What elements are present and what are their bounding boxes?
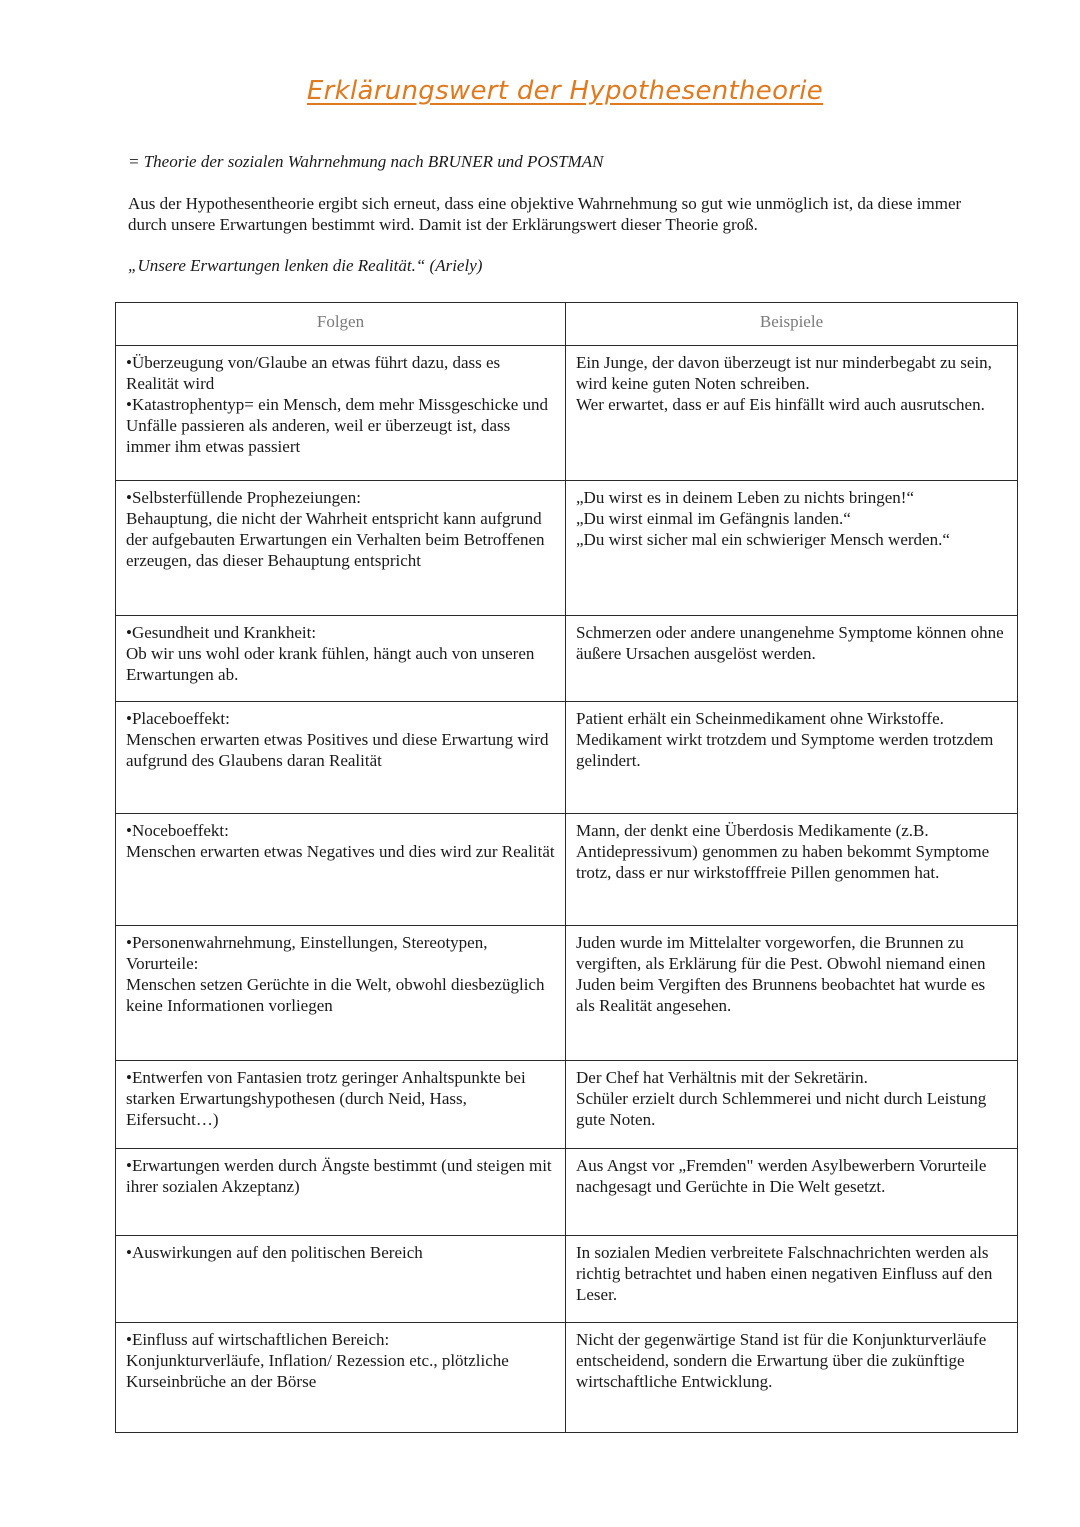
table-row (116, 702, 1018, 814)
table-row (116, 1323, 1018, 1433)
beispiele-text: Ein Junge, der davon überzeugt ist nur minderbegabt zu sein, wird keine guten Noten schreiben. Wer erwartet, dass er auf Eis hinfällt wird auch ausrutschen. (576, 353, 992, 414)
consequences-table (115, 302, 1018, 1433)
beispiele-text: Patient erhält ein Scheinmedikament ohne Wirkstoffe. Medikament wirkt trotzdem und Symptome werden trotzdem gelindert. (576, 709, 994, 770)
table-row (116, 346, 1018, 481)
beispiele-cell (566, 1323, 1018, 1433)
beispiele-text: Juden wurde im Mittelalter vorgeworfen, die Brunnen zu vergiften, als Erklärung für die Pest. Obwohl niemand einen Juden beim Vergiften des Brunnens beobachtet hat wurde es als Realität angesehen. (576, 933, 986, 1015)
folgen-text: •Noceboeffekt: Menschen erwarten etwas Negatives und dies wird zur Realität (126, 821, 555, 861)
intro-paragraph: Aus der Hypothesentheorie ergibt sich erneut, dass eine objektive Wahrnehmung so gut wie unmöglich ist, da diese immer durch unsere Erwartungen bestimmt wird. Damit ist der Erklärungswert dieser Theorie groß. (128, 194, 962, 234)
folgen-cell (116, 1236, 566, 1323)
beispiele-cell (566, 1236, 1018, 1323)
folgen-cell (116, 616, 566, 702)
beispiele-text: In sozialen Medien verbreitete Falschnachrichten werden als richtig betrachtet und haben einen negativen Einfluss auf den Leser. (576, 1243, 993, 1304)
quote: „Unsere Erwartungen lenken die Realität.“ (Ariely) (128, 256, 483, 275)
header-folgen: Folgen (116, 303, 566, 346)
beispiele-text: „Du wirst es in deinem Leben zu nichts bringen!“ „Du wirst einmal im Gefängnis landen.“ „Du wirst sicher mal ein schwieriger Mensch werden.“ (576, 488, 950, 549)
beispiele-cell (566, 814, 1018, 926)
folgen-cell (116, 481, 566, 616)
table-row (116, 926, 1018, 1061)
folgen-text: •Auswirkungen auf den politischen Bereich (126, 1243, 423, 1262)
beispiele-text: Mann, der denkt eine Überdosis Medikamente (z.B. Antidepressivum) genommen zu haben bekommt Symptome trotz, dass er nur wirkstofffreie Pillen genommen hat. (576, 821, 990, 882)
table-header-row (116, 303, 1018, 346)
folgen-cell (116, 1061, 566, 1149)
beispiele-cell (566, 926, 1018, 1061)
subtitle: = Theorie der sozialen Wahrnehmung nach BRUNER und POSTMAN (128, 152, 604, 171)
table-row (116, 481, 1018, 616)
beispiele-text: Aus Angst vor „Fremden" werden Asylbewerbern Vorurteile nachgesagt und Gerüchte in Die Welt gesetzt. (576, 1156, 987, 1196)
folgen-cell (116, 1149, 566, 1236)
table-row (116, 814, 1018, 926)
folgen-text: •Gesundheit und Krankheit: Ob wir uns wohl oder krank fühlen, hängt auch von unseren Erwartungen ab. (126, 623, 535, 684)
folgen-cell (116, 926, 566, 1061)
folgen-text: •Selbsterfüllende Prophezeiungen: Behauptung, die nicht der Wahrheit entspricht kann aufgrund der aufgebauten Erwartungen ein Verhalten beim Betroffenen erzeugen, das dieser Behauptung entspricht (126, 488, 545, 570)
beispiele-cell (566, 702, 1018, 814)
folgen-text: •Erwartungen werden durch Ängste bestimmt (und steigen mit ihrer sozialen Akzeptanz) (126, 1156, 552, 1196)
table-row (116, 1236, 1018, 1323)
beispiele-text: Der Chef hat Verhältnis mit der Sekretärin. Schüler erzielt durch Schlemmerei und nicht durch Leistung gute Noten. (576, 1068, 987, 1129)
beispiele-cell (566, 616, 1018, 702)
beispiele-text: Nicht der gegenwärtige Stand ist für die Konjunkturverläufe entscheidend, sondern die Erwartung über die zukünftige wirtschaftliche Entwicklung. (576, 1330, 987, 1391)
beispiele-cell (566, 1149, 1018, 1236)
folgen-text: •Überzeugung von/Glaube an etwas führt dazu, dass es Realität wird •Katastrophentyp= ein Mensch, dem mehr Missgeschicke und Unfälle passieren als anderen, weil er überzeugt ist, dass immer ihm etwas passiert (126, 353, 549, 456)
table-row (116, 616, 1018, 702)
folgen-cell (116, 1323, 566, 1433)
folgen-text: •Personenwahrnehmung, Einstellungen, Stereotypen, Vorurteile: Menschen setzen Gerüchte in die Welt, obwohl diesbezüglich keine Informationen vorliegen (126, 933, 545, 1015)
beispiele-text: Schmerzen oder andere unangenehme Symptome können ohne äußere Ursachen ausgelöst werden. (576, 623, 1004, 663)
folgen-text: •Einfluss auf wirtschaftlichen Bereich: Konjunkturverläufe, Inflation/ Rezession etc., plötzliche Kurseinbrüche an der Börse (126, 1330, 509, 1391)
beispiele-cell (566, 346, 1018, 481)
header-beispiele: Beispiele (566, 303, 1018, 346)
folgen-text: •Placeboeffekt: Menschen erwarten etwas Positives und diese Erwartung wird aufgrund des Glaubens daran Realität (126, 709, 549, 770)
table-row (116, 1149, 1018, 1236)
folgen-cell (116, 814, 566, 926)
table-row (116, 1061, 1018, 1149)
folgen-cell (116, 346, 566, 481)
folgen-text: •Entwerfen von Fantasien trotz geringer Anhaltspunkte bei starken Erwartungshypothesen (durch Neid, Hass, Eifersucht…) (126, 1068, 526, 1129)
beispiele-cell (566, 1061, 1018, 1149)
folgen-cell (116, 702, 566, 814)
beispiele-cell (566, 481, 1018, 616)
page-title: Erklärungswert der Hypothesentheorie (306, 76, 824, 106)
